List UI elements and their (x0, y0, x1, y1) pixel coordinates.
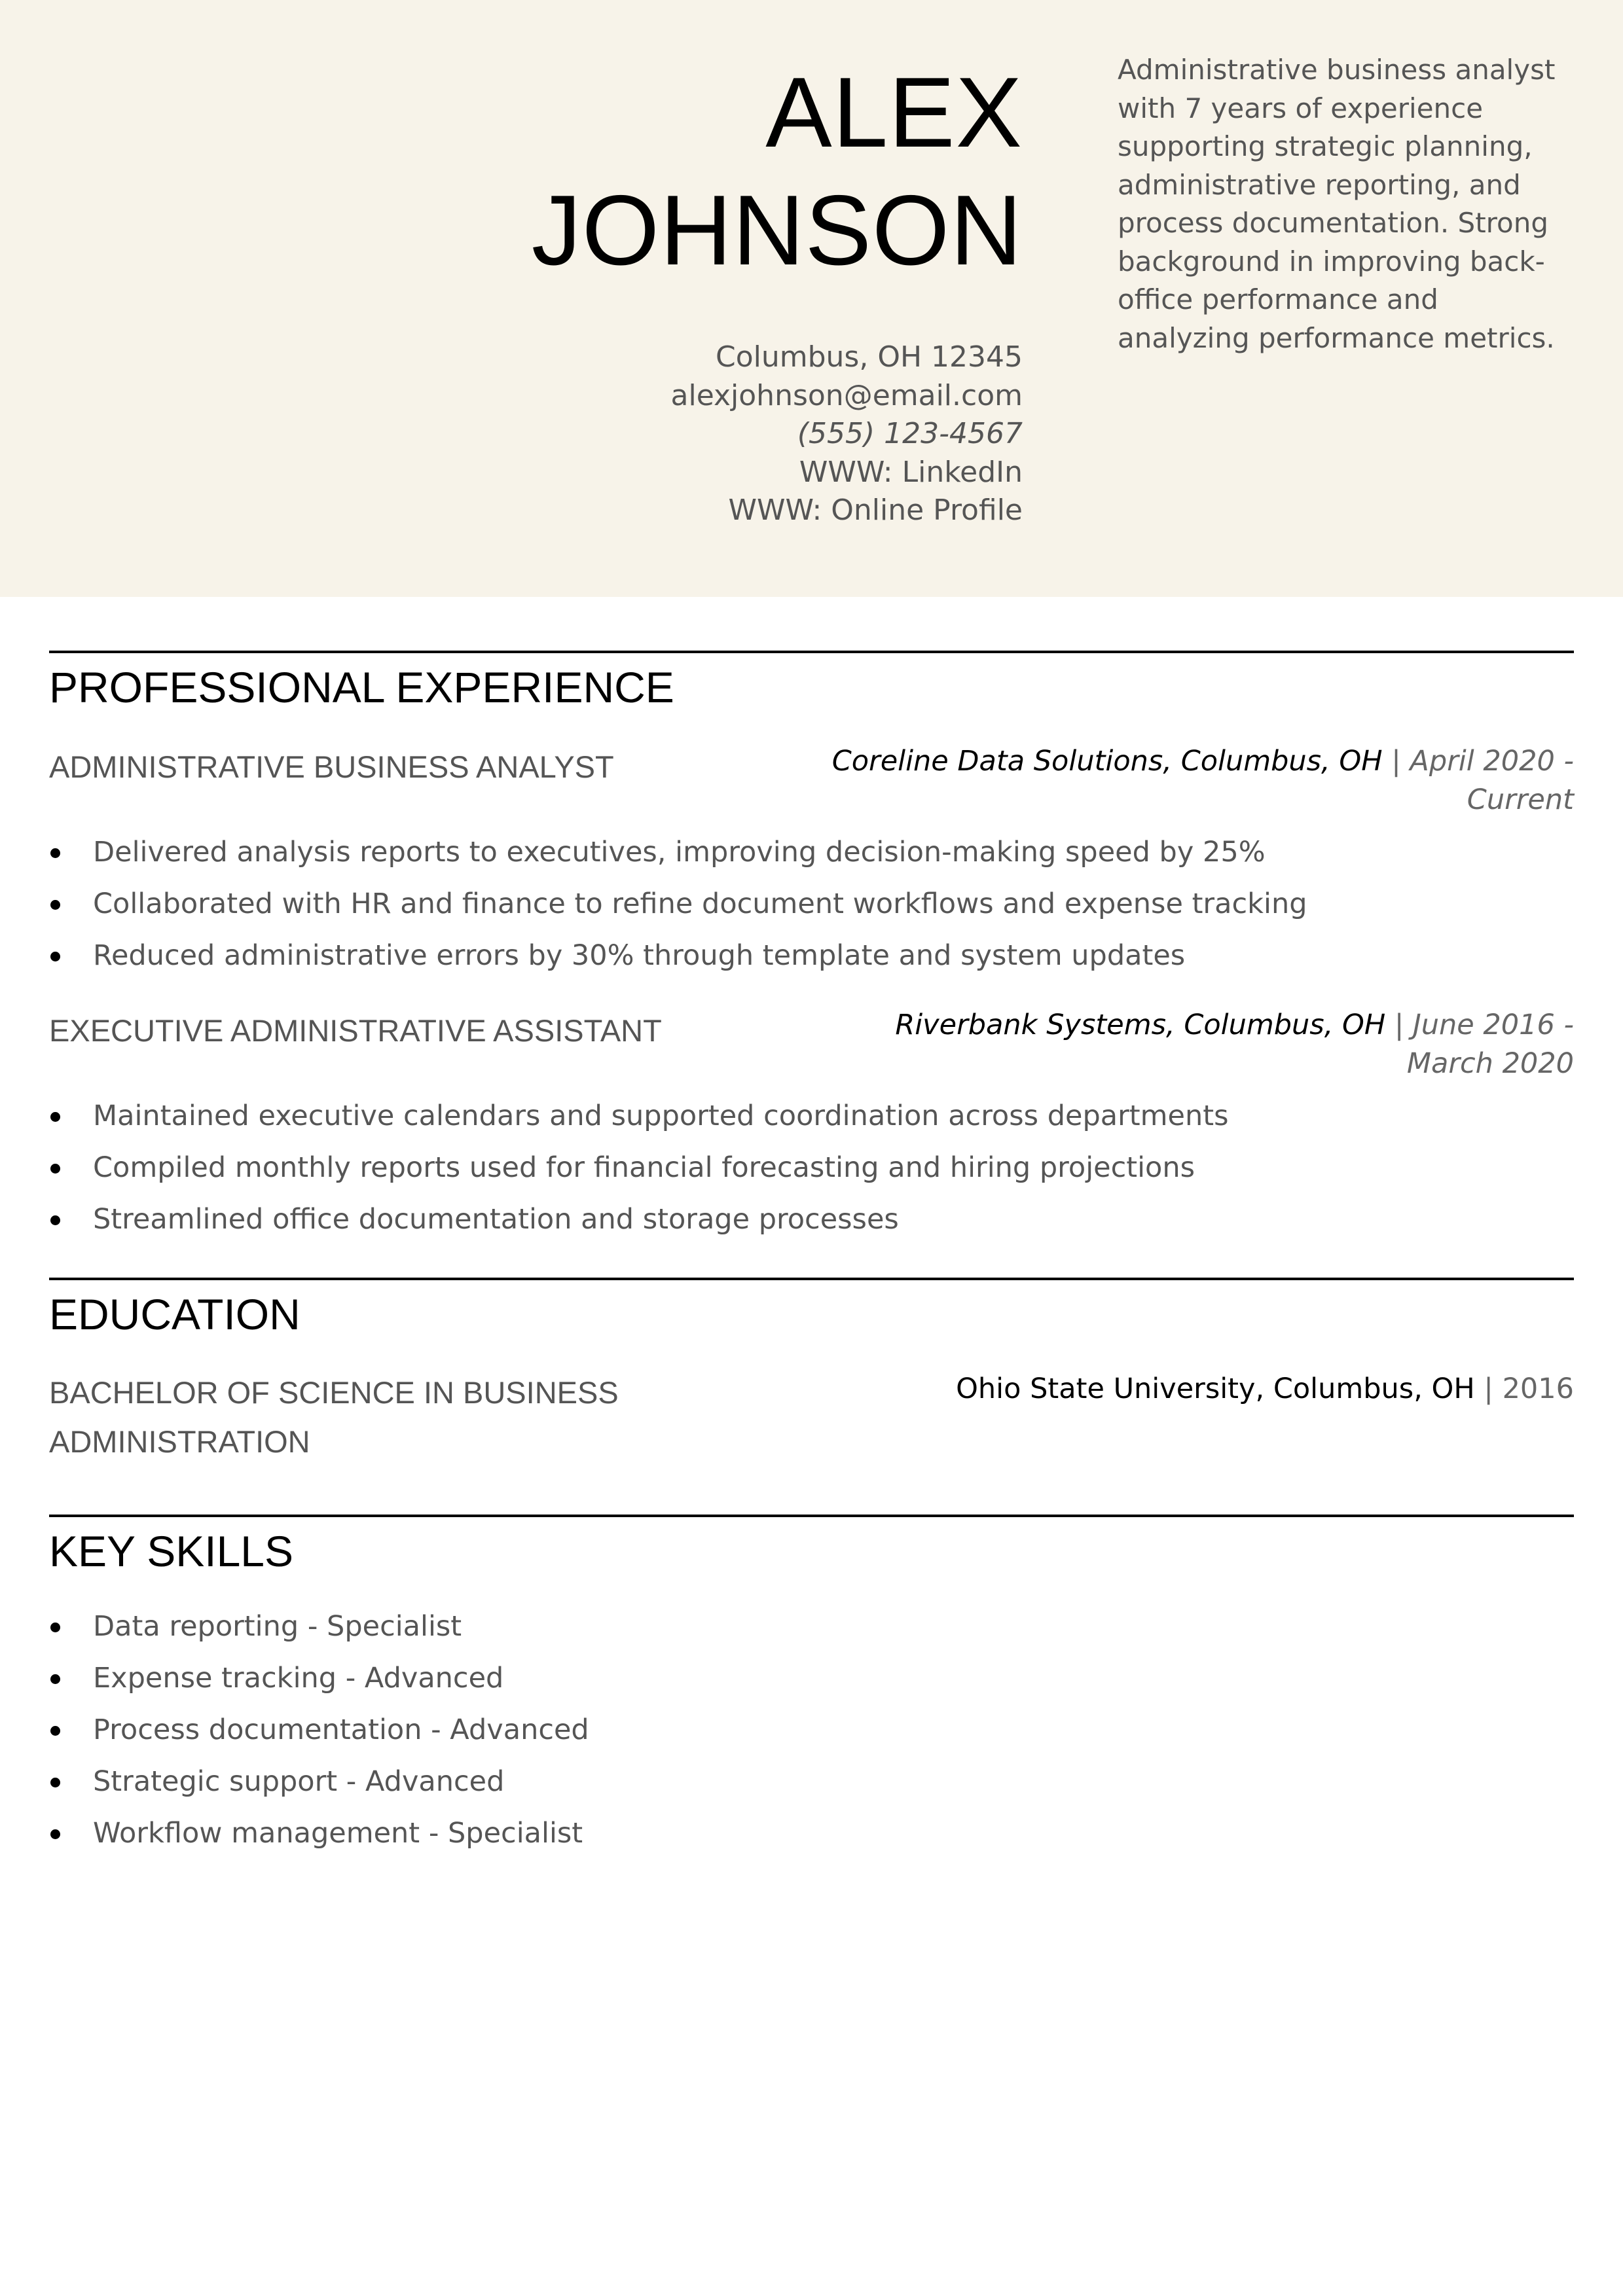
job-dates: June 2016 - March 2020 (1406, 1009, 1574, 1080)
separator: | (1484, 1372, 1493, 1405)
bullet-text: Compiled monthly reports used for financial forecasting and hiring projections (93, 1151, 1195, 1184)
list-item (49, 1808, 589, 1859)
bullet-icon (50, 1215, 60, 1225)
degree-title: BACHELOR OF SCIENCE IN BUSINESS ADMINISTRATION (49, 1375, 619, 1459)
bullet-icon (50, 848, 60, 858)
list-item (49, 1704, 589, 1756)
list-item (49, 1601, 589, 1653)
bullet-icon (50, 1674, 60, 1684)
job-company: Coreline Data Solutions (831, 745, 1163, 778)
contact-info (368, 338, 1023, 530)
job-bullets (49, 1090, 1229, 1246)
bullet-icon (50, 1778, 60, 1787)
bullet-text: Collaborated with HR and finance to refine document workflows and expense tracking (93, 888, 1307, 920)
education-meta (821, 1370, 1574, 1408)
professional-summary: Administrative business analyst with 7 years of experience supporting strategic planning, administrative reporting, and process documentation. Strong background in improving back-office performance and analyzing performance metrics. (1118, 54, 1556, 354)
contact-location: Columbus, OH 12345 (715, 340, 1023, 374)
bullet-text: Reduced administrative errors by 30% through template and system updates (93, 939, 1186, 972)
skill-text: Data reporting - Specialist (93, 1610, 462, 1643)
job-meta: Coreline Data Solutions, Columbus, OH | April 2020 - Current (831, 745, 1574, 816)
bullet-icon (50, 952, 60, 961)
header-band (0, 0, 1623, 597)
list-item (49, 1653, 589, 1704)
job-title: ADMINISTRATIVE BUSINESS ANALYST (49, 749, 614, 784)
bullet-icon (50, 1829, 60, 1839)
section-title-skills: KEY SKILLS (49, 1527, 294, 1575)
list-item (49, 1194, 1229, 1246)
list-item (49, 827, 1307, 878)
bullet-icon (50, 1726, 60, 1736)
bullet-icon (50, 1164, 60, 1174)
job-company: Riverbank Systems (895, 1009, 1166, 1041)
separator: | (1391, 745, 1401, 778)
bullet-text: Streamlined office documentation and storage processes (93, 1203, 899, 1236)
bullet-icon (50, 1623, 60, 1632)
list-item (49, 878, 1307, 930)
skill-text: Process documentation - Advanced (93, 1713, 589, 1746)
bullet-icon (50, 1112, 60, 1122)
separator: | (1394, 1009, 1404, 1041)
bullet-text: Delivered analysis reports to executives, improving decision-making speed by 25% (93, 836, 1266, 869)
contact-phone[interactable]: (555) 123-4567 (797, 417, 1023, 450)
job-title: EXECUTIVE ADMINISTRATIVE ASSISTANT (49, 1013, 662, 1048)
first-name: ALEX (765, 57, 1023, 168)
contact-email[interactable]: alexjohnson@email.com (670, 378, 1023, 412)
job-bullets (49, 827, 1307, 982)
section-title-education: EDUCATION (49, 1290, 301, 1338)
skills-list (49, 1601, 589, 1859)
skill-text: Expense tracking - Advanced (93, 1662, 504, 1695)
list-item (49, 1756, 589, 1808)
skill-text: Strategic support - Advanced (93, 1765, 505, 1798)
last-name: JOHNSON (531, 175, 1023, 286)
job-dates: April 2020 - Current (1410, 745, 1574, 816)
skill-text: Workflow management - Specialist (93, 1817, 583, 1850)
bullet-text: Maintained executive calendars and supported coordination across departments (93, 1100, 1229, 1132)
school-name: Ohio State University, Columbus, OH (956, 1372, 1475, 1405)
list-item (49, 930, 1307, 982)
section-divider (49, 1515, 1574, 1517)
section-divider (49, 1278, 1574, 1280)
candidate-name (237, 54, 1023, 289)
bullet-icon (50, 900, 60, 910)
graduation-year: 2016 (1502, 1372, 1574, 1405)
list-item (49, 1142, 1229, 1194)
job-location: Columbus, OH (1184, 1009, 1386, 1041)
contact-linkedin-link[interactable]: WWW: LinkedIn (799, 455, 1023, 489)
contact-profile-link[interactable]: WWW: Online Profile (728, 493, 1023, 527)
list-item (49, 1090, 1229, 1142)
job-location: Columbus, OH (1180, 745, 1383, 778)
section-divider (49, 651, 1574, 653)
job-meta: Riverbank Systems, Columbus, OH | June 2016 - March 2020 (895, 1009, 1574, 1080)
section-title-experience: PROFESSIONAL EXPERIENCE (49, 663, 674, 711)
